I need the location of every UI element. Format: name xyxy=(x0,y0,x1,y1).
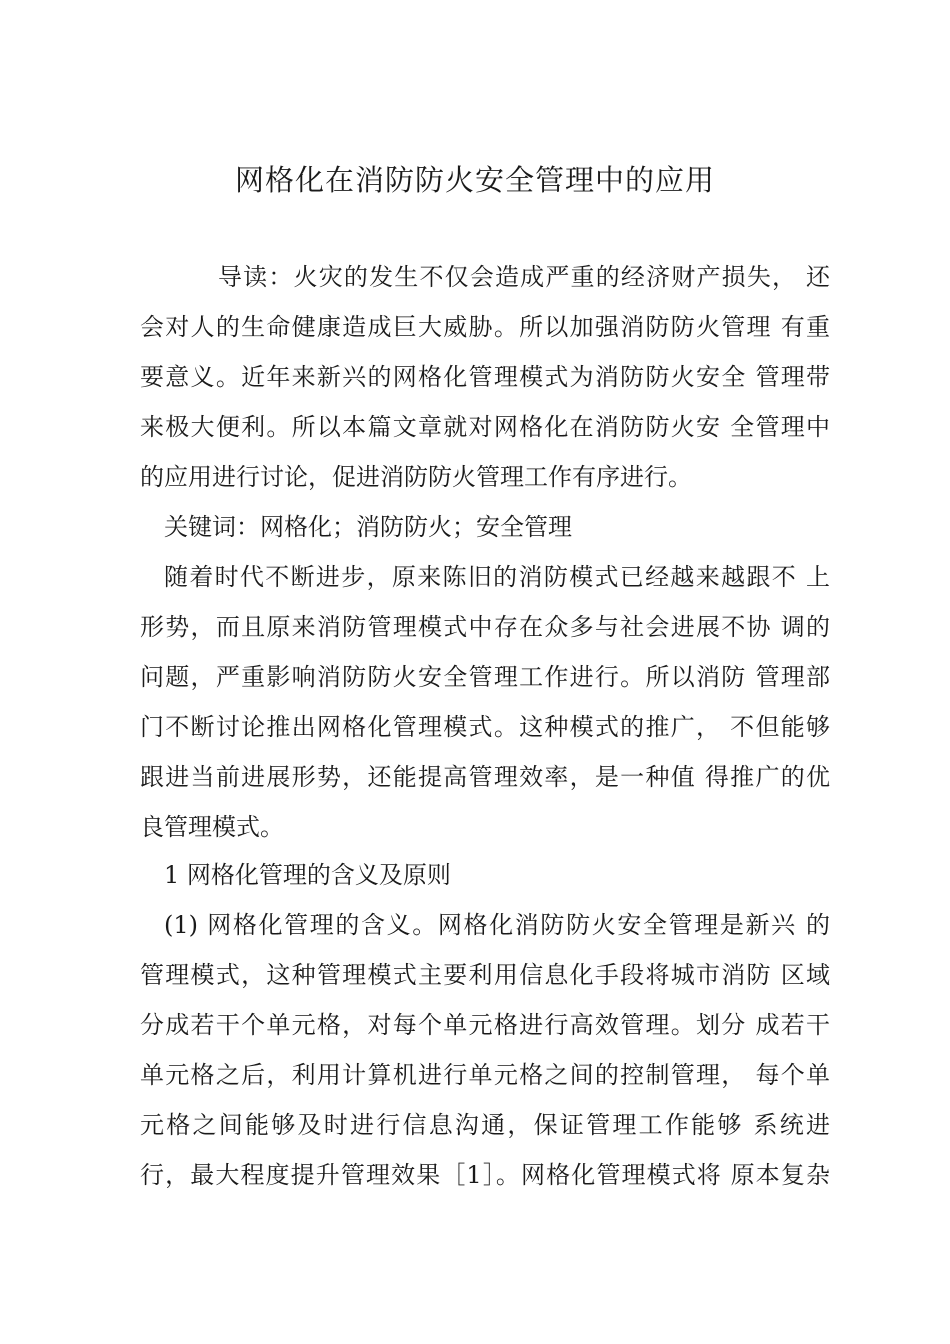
paragraph-line: 跟进当前进展形势，还能提高管理效率，是一种值 得推广的优 xyxy=(140,763,830,791)
paragraph-line: 分成若干个单元格，对每个单元格进行高效管理。划分 成若干 xyxy=(140,1011,830,1039)
paragraph-line: 单元格之后，利用计算机进行单元格之间的控制管理， 每个单 xyxy=(140,1061,830,1089)
paragraph-line: (1) 网格化管理的含义。网格化消防防火安全管理是新兴 的 xyxy=(164,911,830,939)
paragraph-line: 行，最大程度提升管理效果［1］。网格化管理模式将 原本复杂 xyxy=(140,1161,830,1189)
paragraph-line: 要意义。近年来新兴的网格化管理模式为消防防火安全 管理带 xyxy=(140,363,830,391)
paragraph-line: 管理模式，这种管理模式主要利用信息化手段将城市消防 区域 xyxy=(140,961,830,989)
keywords-line xyxy=(140,502,830,552)
keywords-text: 关键词：网格化；消防防火；安全管理 xyxy=(164,513,572,541)
paragraph-line: 元格之间能够及时进行信息沟通，保证管理工作能够 系统进 xyxy=(140,1111,830,1139)
lead-paragraph xyxy=(140,252,830,502)
paragraph-line: 会对人的生命健康造成巨大威胁。所以加强消防防火管理 有重 xyxy=(140,313,830,341)
section-heading xyxy=(140,850,830,900)
paragraph-line: 良管理模式。 xyxy=(140,813,284,841)
page-title: 网格化在消防防火安全管理中的应用 xyxy=(234,163,715,197)
paragraph-line: 问题，严重影响消防防火安全管理工作进行。所以消防 管理部 xyxy=(140,663,830,691)
paragraph-line: 的应用进行讨论，促进消防防火管理工作有序进行。 xyxy=(140,463,692,491)
paragraph-line: 形势，而且原来消防管理模式中存在众多与社会进展不协 调的 xyxy=(140,613,830,641)
paragraph-line: 随着时代不断进步，原来陈旧的消防模式已经越来越跟不 上 xyxy=(164,563,830,591)
intro-paragraph xyxy=(140,552,830,852)
paragraph-line: 导读：火灾的发生不仅会造成严重的经济财产损失， 还 xyxy=(218,263,830,291)
paragraph-line: 来极大便利。所以本篇文章就对网格化在消防防火安 全管理中 xyxy=(140,413,830,441)
paragraph-line: 门不断讨论推出网格化管理模式。这种模式的推广， 不但能够 xyxy=(140,713,830,741)
section1-paragraph xyxy=(140,900,830,1200)
section-heading-text: 1 网格化管理的含义及原则 xyxy=(164,861,451,889)
